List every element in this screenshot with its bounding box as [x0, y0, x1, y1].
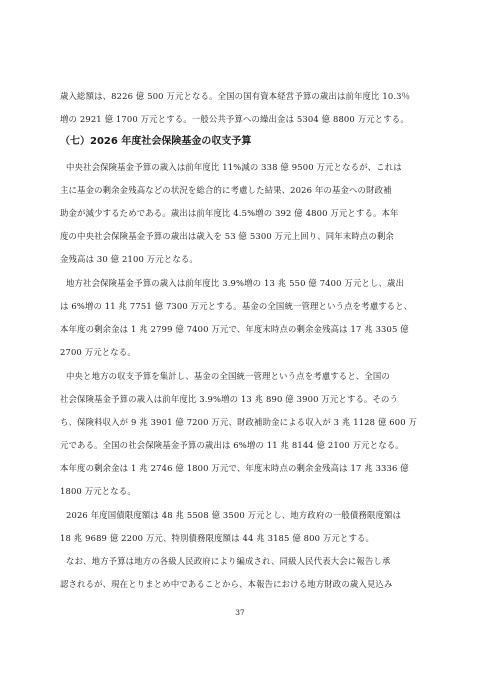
paragraph-line: 社会保険基金予算の歳入は前年度比 3.9%増の 13 兆 890 億 3900 万元とする。そのう — [60, 394, 399, 404]
paragraph-line: 中央社会保険基金予算の歳入は前年度比 11%減の 338 億 9500 万元となるが、これは — [66, 162, 402, 172]
paragraph-line: 金残高は 30 億 2100 万元となる。 — [60, 254, 198, 264]
paragraph-line: なお、地方予算は地方の各級人民政府により編成され、同級人民代表大会に報告し承 — [66, 556, 391, 566]
paragraph-line: 主に基金の剰余金残高などの状況を総合的に考慮した結果、2026 年の基金への財政補 — [60, 185, 392, 195]
paragraph-line: 2026 年度国債限度額は 48 兆 5508 億 3500 万元とし、地方政府の一般債務限度額は — [66, 510, 402, 520]
page-number: 37 — [235, 608, 245, 617]
paragraph-line: は 6%増の 11 兆 7751 億 7300 万元とする。基金の全国統一管理という点を考慮すると、 — [60, 301, 413, 311]
paragraph-line: 地方社会保険基金予算の歳入は前年度比 3.9%増の 13 兆 550 億 7400 万元とし、歳出 — [66, 278, 405, 288]
paragraph-line: 18 兆 9689 億 2200 万元、特別債務限度額は 44 兆 3185 億 800 万元とする。 — [60, 533, 375, 543]
paragraph-line: 2700 万元となる。 — [60, 347, 136, 357]
paragraph-line: 本年度の剰余金は 1 兆 2746 億 1800 万元で、年度末時点の剰余金残高は 17 兆 3336 億 — [60, 463, 409, 473]
paragraph-line: 元である。全国の社会保険基金予算の歳出は 6%増の 11 兆 8144 億 2100 万元となる。 — [60, 440, 404, 450]
text-line: 歳入総額は、8226 億 500 万元となる。全国の国有資本経営予算の歳出は前年度比 10.3％ — [60, 91, 411, 101]
paragraph-line: 1800 万元となる。 — [60, 486, 136, 496]
text-line: 増の 2921 億 1700 万元とする。一般公共予算への繰出金は 5304 億 8800 万元とする。 — [60, 114, 409, 124]
paragraph-line: 中央と地方の収支予算を集計し、基金の全国統一管理という点を考慮すると、全国の — [66, 371, 390, 381]
paragraph-line: 認されるが、現在とりまとめ中であることから、本報告における地方財政の歳入見込み — [60, 579, 393, 589]
paragraph-line: 度の中央社会保険基金予算の歳出は歳入を 53 億 5300 万元上回り、同年末時点の剰余 — [60, 231, 394, 241]
paragraph-line: ち、保険料収入が 9 兆 3901 億 7200 万元、財政補助金による収入が 3 兆 1128 億 600 万 — [60, 417, 418, 427]
section-heading: （七）2026 年度社会保険基金の収支予算 — [60, 136, 252, 147]
paragraph-line: 本年度の剰余金は 1 兆 2799 億 7400 万元で、年度末時点の剰余金残高は 17 兆 3305 億 — [60, 324, 409, 334]
paragraph-line: 助金が減少するためである。歳出は前年度比 4.5%増の 392 億 4800 万元とする。本年 — [60, 208, 399, 218]
